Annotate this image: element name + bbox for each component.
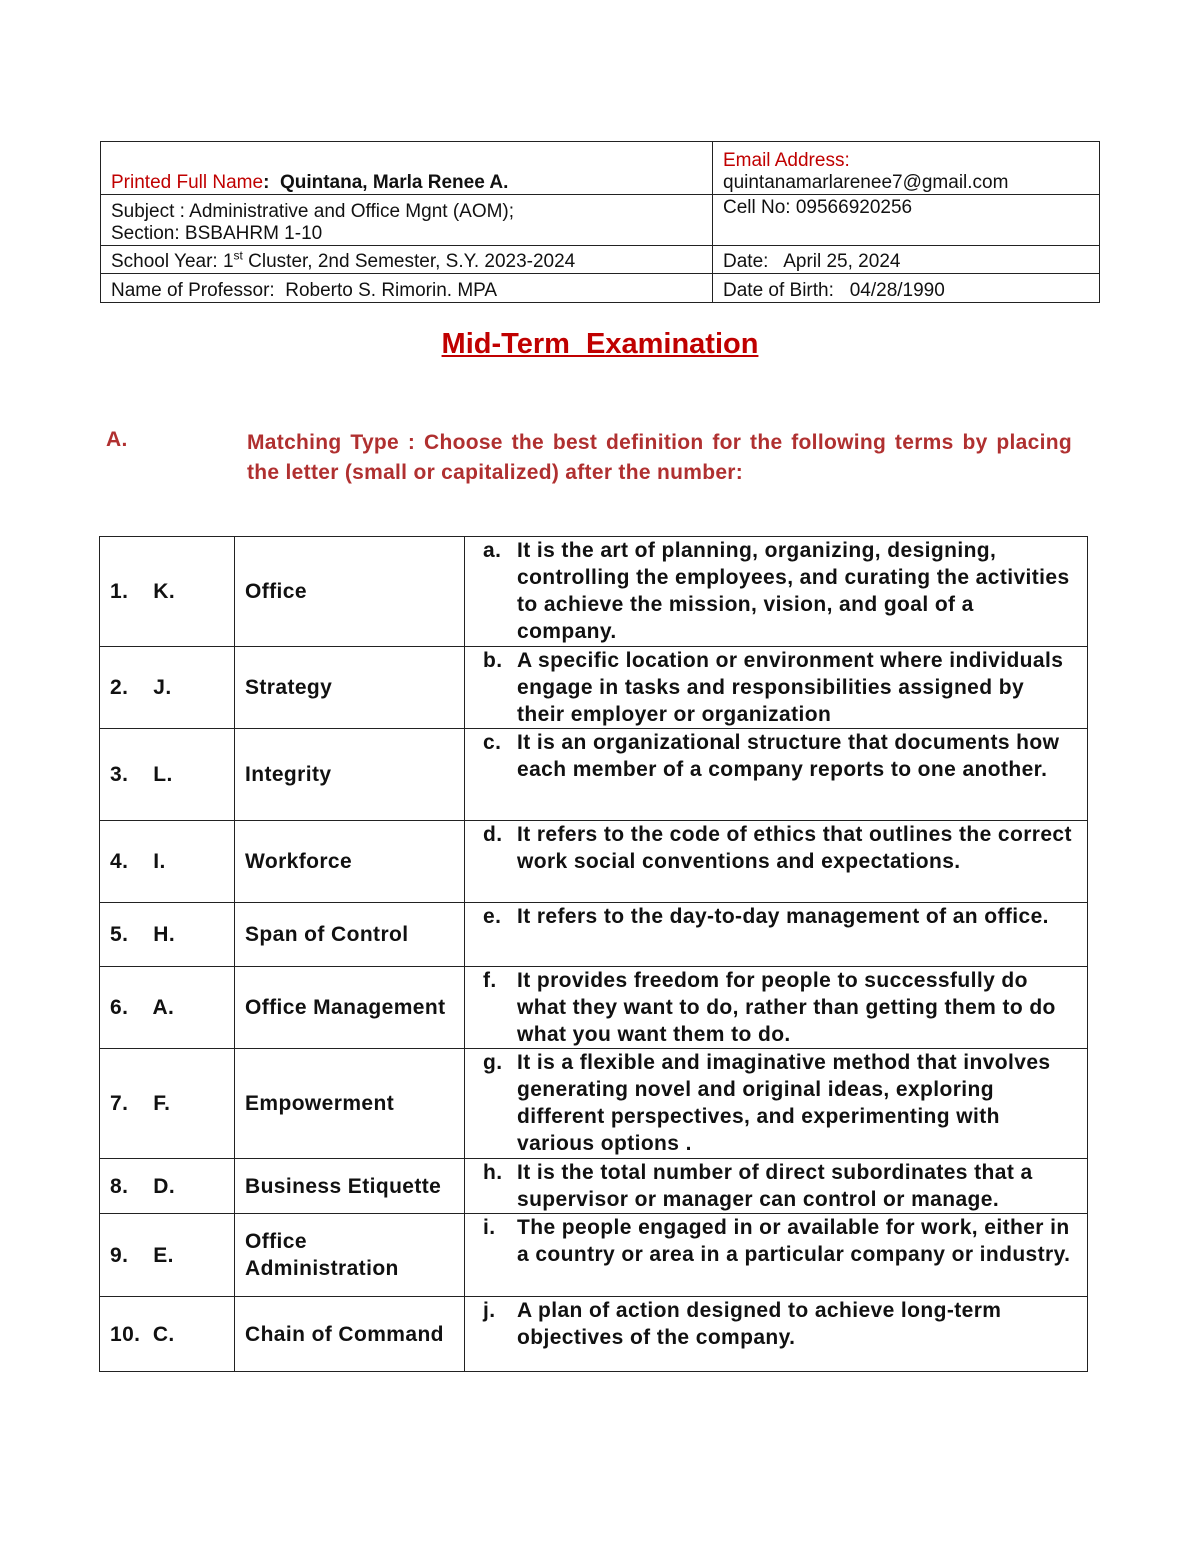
definition-letter: f. [483, 969, 497, 992]
definition-cell [465, 1159, 1088, 1214]
full-name-value: Quintana, Marla Renee A. [279, 172, 509, 193]
definition-cell [465, 821, 1088, 903]
dob-cell [713, 274, 1100, 303]
definition-text: The people engaged in or available for work, either in a country or area in a particular company or industry. [517, 1216, 1071, 1266]
definition-text: A specific location or environment where individuals engage in tasks and responsibilities assigned by their employer or organization [517, 649, 1064, 726]
matching-row [100, 1049, 1088, 1159]
matching-row [100, 647, 1088, 729]
matching-row [100, 1214, 1088, 1297]
answer-cell: 9. E. [100, 1214, 235, 1297]
matching-row [100, 729, 1088, 821]
date-cell [713, 246, 1100, 274]
term-cell: Business Etiquette [235, 1159, 465, 1214]
term-cell: Empowerment [235, 1049, 465, 1159]
definition-cell [465, 537, 1088, 647]
section-instructions: Matching Type : Choose the best definition for the following terms by placing the letter (small or capitalized) after the number: [247, 431, 1072, 484]
matching-row [100, 821, 1088, 903]
definition-letter: h. [483, 1161, 503, 1184]
answer-cell: 4. I. [100, 821, 235, 903]
subject-cell [101, 195, 713, 246]
definition-cell [465, 729, 1088, 821]
matching-row [100, 1297, 1088, 1372]
definition-letter: i. [483, 1216, 496, 1239]
definition-text: It is the art of planning, organizing, designing, controlling the employees, and curating the activities to achieve the mission, vision, and goal of a company. [517, 539, 1070, 643]
answer-cell: 5. H. [100, 903, 235, 967]
professor-cell [101, 274, 713, 303]
student-info-table [100, 141, 1100, 303]
full-name-cell: Printed Full Name: Quintana, Marla Renee A. [101, 142, 713, 195]
email-value: quintanamarlarenee7@gmail.com [723, 172, 1009, 193]
matching-table [99, 536, 1088, 1372]
full-name-label: Printed Full Name [111, 172, 264, 193]
definition-text: It provides freedom for people to successfully do what they want to do, rather than getting them to do what you want them to do. [517, 969, 1056, 1046]
term-cell: Office [235, 537, 465, 647]
answer-cell: 7. F. [100, 1049, 235, 1159]
school-year-suffix: Cluster, 2nd Semester, S.Y. 2023-2024 [242, 251, 576, 272]
definition-letter: e. [483, 905, 502, 928]
definition-cell [465, 1214, 1088, 1297]
definition-letter: g. [483, 1051, 503, 1074]
term-cell: Chain of Command [235, 1297, 465, 1372]
answer-cell: 1. K. [100, 537, 235, 647]
matching-row [100, 967, 1088, 1049]
school-year-cell [101, 246, 713, 274]
term-cell: Office Administration [235, 1214, 465, 1297]
definition-text: It is a flexible and imaginative method that involves generating novel and original ideas, exploring different perspectives, and experimenting with various options . [517, 1051, 1051, 1155]
matching-row [100, 903, 1088, 967]
answer-cell: 3. L. [100, 729, 235, 821]
term-cell: Office Management [235, 967, 465, 1049]
definition-cell [465, 967, 1088, 1049]
term-cell: Integrity [235, 729, 465, 821]
definition-letter: j. [483, 1299, 496, 1322]
cell-number-cell [713, 195, 1100, 246]
definition-cell [465, 1049, 1088, 1159]
date-of-birth: Date of Birth: 04/28/1990 [723, 280, 945, 301]
subject-line: Subject : Administrative and Office Mgnt (AOM); [111, 201, 515, 222]
answer-cell: 6. A. [100, 967, 235, 1049]
definition-cell [465, 903, 1088, 967]
section-line: Section: BSBAHRM 1-10 [111, 223, 323, 244]
matching-row [100, 1159, 1088, 1214]
term-cell: Span of Control [235, 903, 465, 967]
cell-number: Cell No: 09566920256 [723, 197, 913, 218]
page-title: Mid-Term Examination [441, 328, 759, 360]
answer-cell: 8. D. [100, 1159, 235, 1214]
answer-cell: 10. C. [100, 1297, 235, 1372]
term-cell: Workforce [235, 821, 465, 903]
definition-text: It refers to the day-to-day management of an office. [517, 905, 1049, 928]
email-label: Email Address: [723, 150, 850, 171]
answer-cell: 2. J. [100, 647, 235, 729]
definition-text: It is the total number of direct subordinates that a supervisor or manager can control or manage. [517, 1161, 1033, 1211]
date-value: Date: April 25, 2024 [723, 251, 901, 272]
section-letter: A. [106, 428, 128, 451]
definition-letter: a. [483, 539, 502, 562]
school-year-sup: st [233, 248, 243, 263]
professor-name: Name of Professor: Roberto S. Rimorin. MPA [111, 280, 498, 301]
definition-letter: b. [483, 649, 503, 672]
definition-text: It is an organizational structure that documents how each member of a company reports to one another. [517, 731, 1060, 781]
definition-letter: d. [483, 823, 503, 846]
definition-text: It refers to the code of ethics that outlines the correct work social conventions and expectations. [517, 823, 1072, 873]
term-cell: Strategy [235, 647, 465, 729]
definition-letter: c. [483, 731, 502, 754]
definition-cell [465, 647, 1088, 729]
email-cell [713, 142, 1100, 195]
definition-text: A plan of action designed to achieve long-term objectives of the company. [517, 1299, 1002, 1349]
definition-cell [465, 1297, 1088, 1372]
matching-row [100, 537, 1088, 647]
school-year-prefix: School Year: 1 [111, 251, 234, 272]
